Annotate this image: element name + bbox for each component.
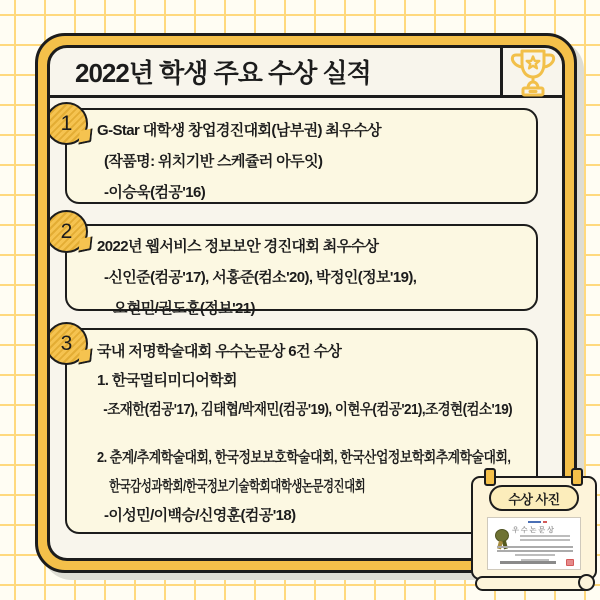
award-line: (작품명: 위치기반 스케쥴러 아두잇): [104, 153, 323, 170]
calendar-clip-icon: [484, 468, 496, 486]
calendar-body: [471, 476, 597, 580]
certificate-text-line: [520, 535, 570, 537]
page-curl-roll-icon: [578, 574, 595, 591]
certificate-text-line: [497, 550, 573, 552]
certificate-logo-icon: [528, 521, 541, 523]
award-line: -조재한(컴공'17), 김태협/박재민(컴공'19), 이현우(컴공'21),조경현(컴소'19): [103, 401, 513, 418]
photo-label: 수상 사진: [508, 491, 560, 507]
header-title-area: [50, 48, 500, 95]
award-line: 오현민/권도훈(정보'21): [113, 300, 255, 317]
photo-label-pill: [489, 485, 579, 511]
award-line: 1. 한국멀티미디어학회: [97, 372, 237, 389]
award-line: G-Star 대학생 창업경진대회(남부권) 최우수상: [97, 122, 381, 139]
award-photo-calendar: [471, 468, 597, 592]
award-line: 국내 저명학술대회 우수논문상 6건 수상: [97, 343, 342, 360]
award-line: 2022년 웹서비스 정보보안 경진대회 최우수상: [97, 238, 379, 255]
award-box-2: [65, 224, 538, 317]
certificate-logo-icon: [543, 521, 547, 523]
award-box-1: [65, 108, 538, 204]
number-badge-3: [47, 322, 88, 365]
stamp-icon: [566, 559, 574, 566]
badge-number: 2: [60, 219, 73, 243]
award-line: 2. 춘계/추계학술대회, 한국정보보호학술대회, 한국산업정보학회추계학술대회,: [97, 449, 511, 466]
award-line: -이승욱(컴공'16): [104, 184, 206, 201]
badge-number: 3: [60, 331, 73, 355]
award-line: -신인준(컴공'17), 서홍준(컴소'20), 박정인(정보'19),: [104, 269, 417, 286]
page-curl: [473, 572, 595, 592]
award-box-3: [65, 328, 538, 534]
trophy-icon: [509, 47, 557, 97]
number-badge-1: [47, 102, 88, 145]
certificate-text-line: [497, 546, 573, 548]
award-certificate-photo: [487, 517, 581, 570]
certificate-text-line: [515, 554, 555, 556]
certificate-title: 우수논문상: [512, 527, 556, 534]
page-curl-strip: [475, 576, 586, 591]
award-ribbon-icon: [495, 529, 509, 542]
badge-number: 1: [60, 111, 73, 135]
header-trophy-area: [500, 48, 562, 95]
award-line: 한국감성과학회/한국정보기술학회대학생논문경진대회: [109, 478, 366, 495]
calendar-clip-icon: [571, 468, 583, 486]
header: [50, 48, 562, 98]
award-line: -이성민/이백승/신영훈(컴공'18): [104, 507, 296, 524]
certificate-text-line: [520, 539, 570, 541]
page-title: 2022년 학생 주요 수상 실적: [75, 58, 371, 88]
certificate-org-line: [500, 561, 556, 564]
number-badge-2: [47, 210, 88, 253]
